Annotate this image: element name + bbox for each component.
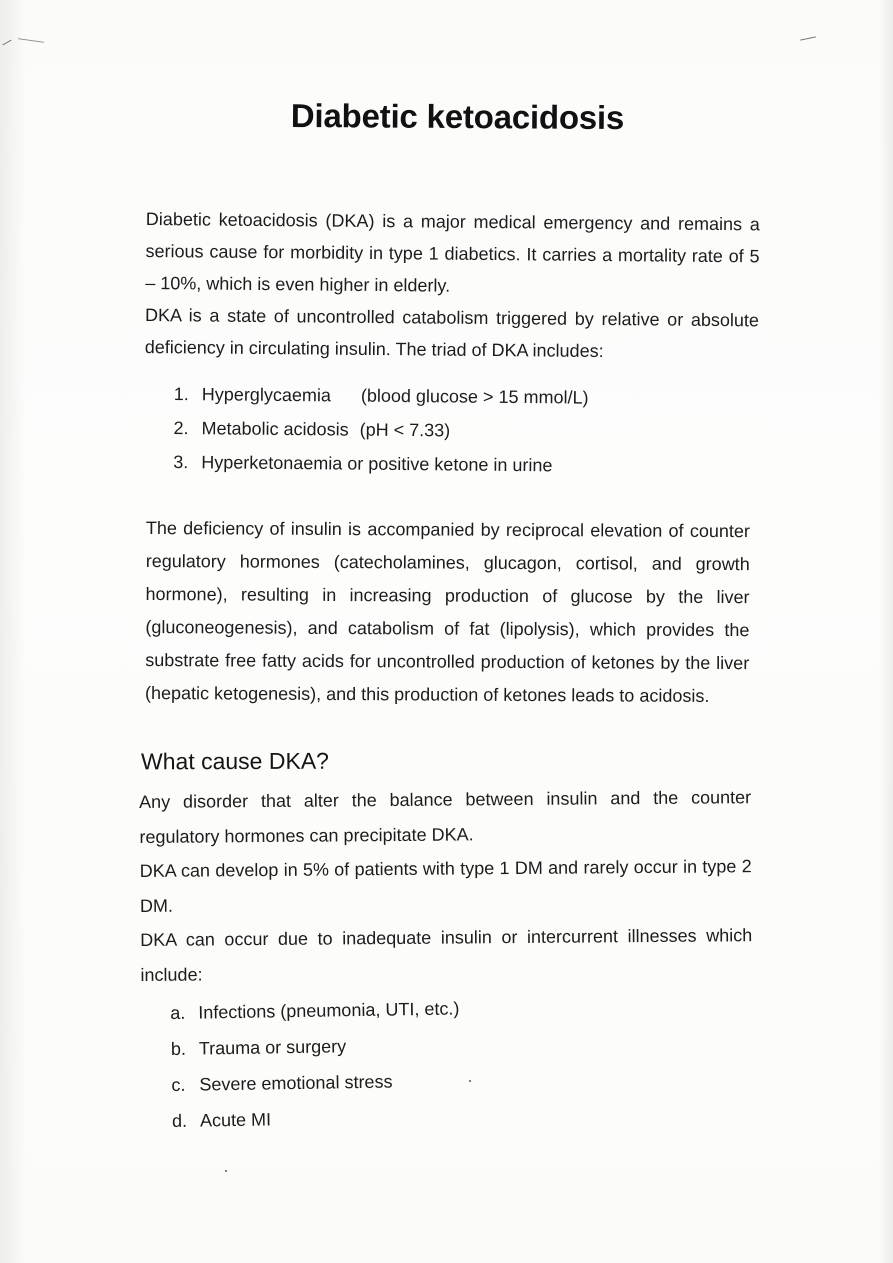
causes-paragraph: DKA can develop in 5% of patients with type 1 DM and rarely occur in type 2 DM. (139, 856, 752, 916)
causes-paragraph: Any disorder that alter the balance between insulin and the counter regulatory hormones can precipitate DKA. (139, 787, 752, 847)
intro-section (145, 203, 760, 368)
list-item-label: Severe emotional stress (199, 1071, 393, 1095)
list-marker: b. (170, 1038, 187, 1059)
list-item-label: Hyperglycaemia (201, 384, 331, 406)
mechanism-section (145, 512, 750, 713)
intro-paragraph: DKA is a state of uncontrolled catabolism triggered by relative or absolute deficiency in circulating insulin. The triad of DKA includes: (144, 304, 760, 361)
list-item-label: Metabolic acidosis (201, 418, 349, 440)
list-item (173, 445, 733, 484)
scan-mark (800, 36, 816, 40)
list-item (174, 377, 734, 416)
list-item-label: Acute MI (199, 1109, 272, 1131)
list-marker: 2. (173, 417, 189, 439)
causes-section (139, 780, 753, 992)
mechanism-paragraph: The deficiency of insulin is accompanied by reciprocal elevation of counter regulatory hormones (catecholamines, glucagon, cortisol, and growth hormone), resulting in increasing production of glucose by the liver (gluconeogenesis), and catabolism of fat (lipolysis), which provides the substrate free fatty acids for uncontrolled production of ketones by the liver (hepatic ketogenesis), and this production of ketones leads to acidosis. (144, 517, 750, 706)
list-marker: 3. (173, 451, 189, 473)
list-item-note: (blood glucose > 15 mmol/L) (360, 385, 589, 408)
list-item (172, 1096, 593, 1139)
intro-paragraph: Diabetic ketoacidosis (DKA) is a major medical emergency and remains a serious cause for morbidity in type 1 diabetics. It carries a mortality rate of 5 – 10%, which is even higher in elderly. (145, 208, 760, 296)
list-item (173, 411, 733, 450)
list-item-note: (pH < 7.33) (359, 419, 451, 441)
list-marker: 1. (173, 383, 189, 405)
causes-paragraph: DKA can occur due to inadequate insulin or intercurrent illnesses which include: (140, 925, 753, 985)
page-title: Diabetic ketoacidosis (290, 96, 625, 137)
causes-list (170, 988, 592, 1139)
list-item-label: Hyperketonaemia or positive ketone in urine (201, 452, 553, 476)
list-marker: d. (171, 1110, 188, 1131)
section-heading: What cause DKA? (140, 747, 329, 775)
list-marker: a. (170, 1002, 186, 1023)
triad-list (173, 377, 734, 484)
list-item-label: Trauma or surgery (198, 1036, 347, 1059)
scan-shadow-right (879, 0, 893, 1263)
list-item-label: Infections (pneumonia, UTI, etc.) (198, 998, 460, 1023)
speck (225, 1170, 227, 1172)
scan-shadow-left (0, 0, 26, 1263)
list-marker: c. (171, 1074, 186, 1095)
